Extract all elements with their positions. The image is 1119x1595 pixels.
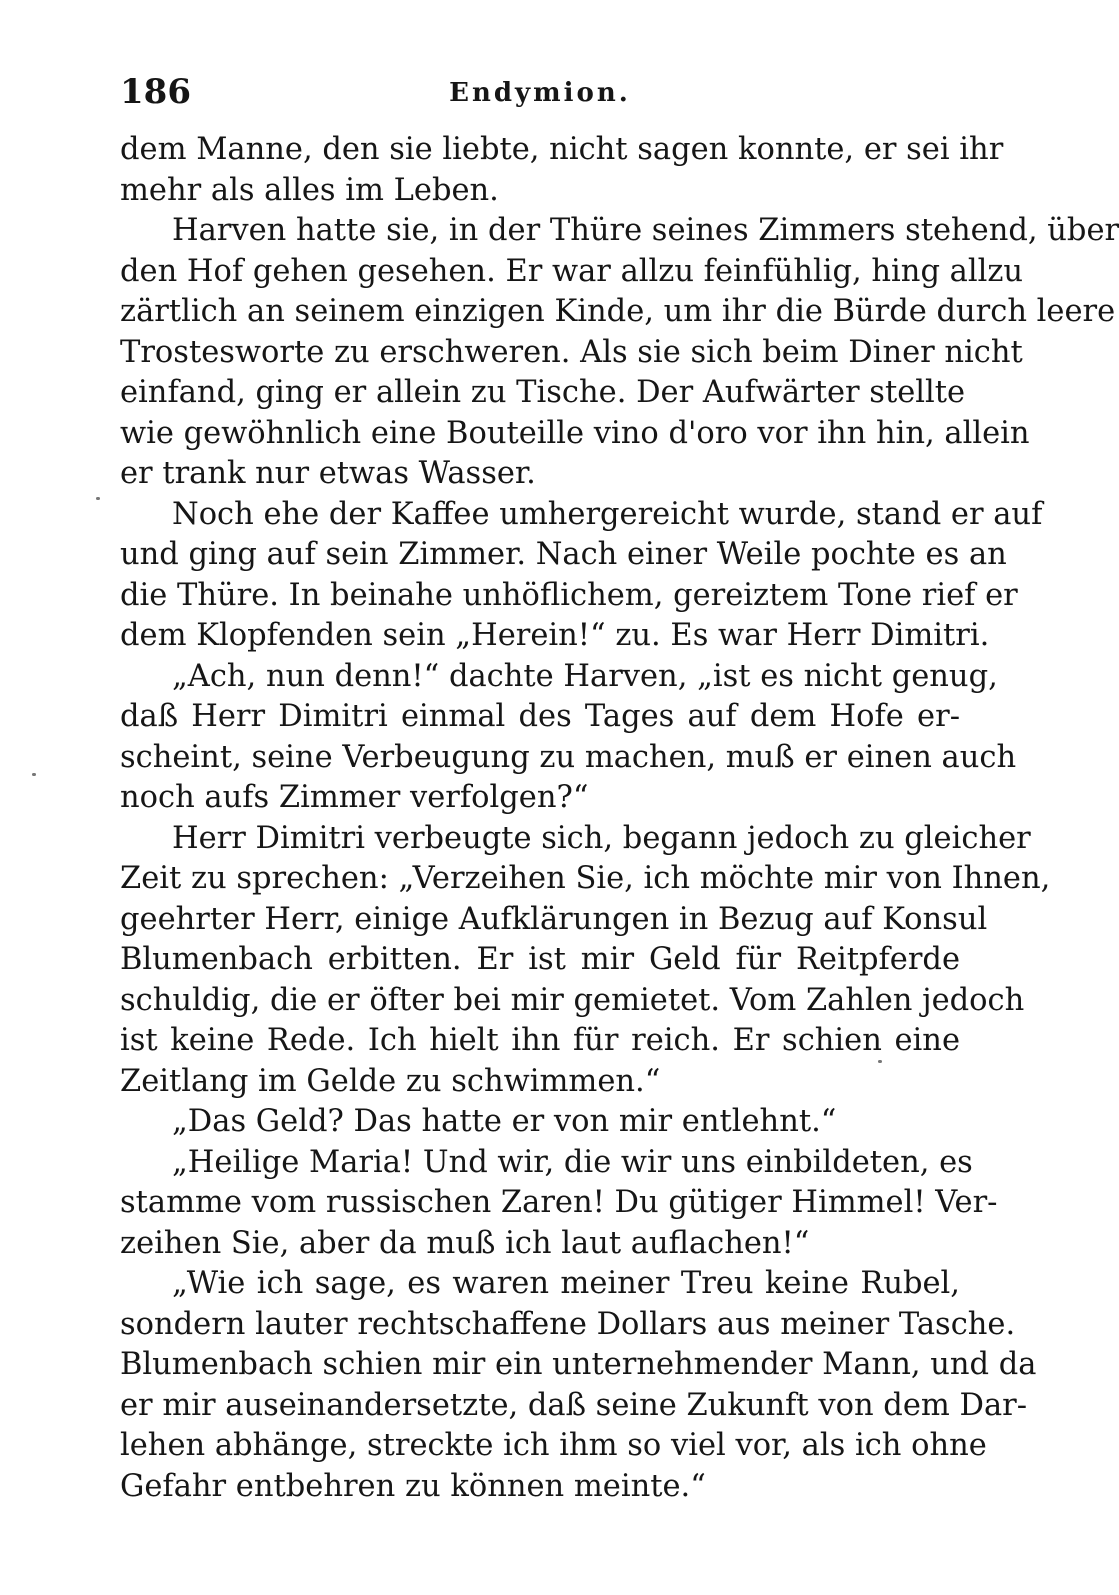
text-line: Noch ehe der Kaffee umhergereicht wurde, stand er auf (172, 496, 1043, 532)
paragraph (120, 1102, 960, 1143)
text-line: dem Manne, den sie liebte, nicht sagen konnte, er sei ihr (120, 132, 1004, 167)
text-line: Gefahr entbehren zu können meinte.“ (120, 1468, 706, 1504)
text-line: mehr als alles im Leben. (120, 172, 499, 208)
scan-speck (878, 1060, 882, 1063)
text-line: Herr Dimitri verbeugte sich, begann jedoch zu gleicher (172, 820, 1031, 856)
paragraph (120, 130, 1004, 211)
text-line: stamme vom russischen Zaren! Du gütiger Himmel! Ver- (120, 1185, 998, 1220)
text-line: die Thüre. In beinahe unhöflichem, gereiztem Tone rief er (120, 577, 1018, 613)
text-line: Blumenbach erbitten. Er ist mir Geld für Reitpferde (120, 942, 960, 977)
text-line: Zeitlang im Gelde zu schwimmen.“ (120, 1063, 661, 1099)
book-page (120, 72, 1119, 1512)
text-line: Harven hatte sie, in der Thüre seines Zimmers stehend, über (172, 213, 1119, 248)
text-line: „Heilige Maria! Und wir, die wir uns einbildeten, es (172, 1144, 973, 1180)
text-line: zeihen Sie, aber da muß ich laut auflachen!“ (120, 1225, 810, 1261)
text-line: einfand, ging er allein zu Tische. Der Aufwärter stellte (120, 375, 966, 410)
text-line: geehrter Herr, einige Aufklärungen in Bezug auf Konsul (120, 901, 988, 937)
text-line: schuldig, die er öfter bei mir gemietet. Vom Zahlen jedoch (120, 982, 1025, 1018)
text-line: wie gewöhnlich eine Bouteille vino d'oro vor ihn hin, allein (120, 415, 1030, 451)
text-line: Blumenbach schien mir ein unternehmender Mann, und da (120, 1347, 1037, 1382)
paragraph (120, 1143, 998, 1265)
text-line: daß Herr Dimitri einmal des Tages auf dem Hofe er- (120, 699, 960, 734)
text-line: noch aufs Zimmer verfolgen?“ (120, 780, 589, 815)
text-line: „Ach, nun denn!“ dachte Harven, „ist es nicht genug, (172, 658, 998, 694)
paragraph (120, 211, 1119, 495)
paragraph (120, 1264, 1037, 1507)
text-line: „Das Geld? Das hatte er von mir entlehnt.“ (172, 1104, 837, 1139)
scan-speck (32, 773, 36, 776)
text-line: scheint, seine Verbeugung zu machen, muß er einen auch (120, 739, 1017, 775)
scan-speck (96, 497, 100, 500)
paragraph (120, 495, 1043, 657)
text-line: dem Klopfenden sein „Herein!“ zu. Es war Herr Dimitri. (120, 618, 990, 653)
text-line: den Hof gehen gesehen. Er war allzu feinfühlig, hing allzu (120, 253, 1024, 289)
text-line: er trank nur etwas Wasser. (120, 456, 536, 491)
body-text (120, 130, 1119, 1507)
paragraph (120, 819, 1051, 1103)
text-line: Trostesworte zu erschweren. Als sie sich beim Diner nicht (120, 334, 1023, 370)
paragraph (120, 657, 1017, 819)
page-number: 186 (120, 72, 191, 112)
running-head (120, 72, 960, 130)
text-line: sondern lauter rechtschaffene Dollars aus meiner Tasche. (120, 1306, 1016, 1342)
text-line: „Wie ich sage, es waren meiner Treu keine Rubel, (172, 1266, 960, 1301)
text-line: Zeit zu sprechen: „Verzeihen Sie, ich möchte mir von Ihnen, (120, 861, 1051, 896)
text-line: und ging auf sein Zimmer. Nach einer Weile pochte es an (120, 537, 1007, 572)
text-line: er mir auseinandersetzte, daß seine Zukunft von dem Dar- (120, 1387, 1028, 1423)
text-line: ist keine Rede. Ich hielt ihn für reich. Er schien eine (120, 1023, 960, 1058)
running-title: Endymion. (449, 78, 631, 108)
text-line: zärtlich an seinem einzigen Kinde, um ihr die Bürde durch leere (120, 294, 1116, 329)
text-line: lehen abhänge, streckte ich ihm so viel vor, als ich ohne (120, 1428, 987, 1463)
